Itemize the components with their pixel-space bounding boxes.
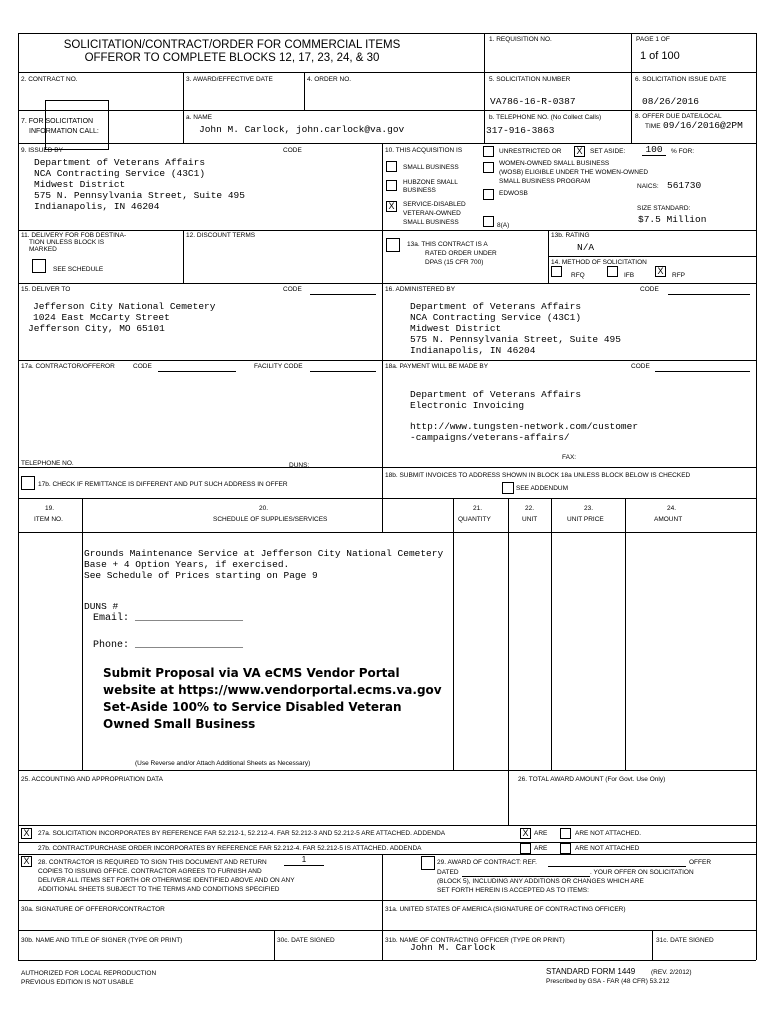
c27a-not-label: ARE NOT ATTACHED. [575,830,642,837]
set-aside-checkbox[interactable]: X [574,146,585,157]
accounting-label: 25. ACCOUNTING AND APPROPRIATION DATA [21,776,163,783]
see-addendum-checkbox[interactable] [502,482,514,494]
remittance-checkbox[interactable] [21,476,35,490]
solicitation-no-label: 5. SOLICITATION NUMBER [489,76,571,83]
telephone-label: TELEPHONE NO. [21,460,74,467]
col-item-no: 19. [45,505,55,512]
c27a-checkbox[interactable]: X [21,828,32,839]
col-item-no-label: ITEM NO. [34,516,63,523]
method-label: 14. METHOD OF SOLICITATION [551,259,647,266]
rated-order-label-2: RATED ORDER UNDER [425,250,497,257]
wosb-checkbox[interactable] [483,162,494,173]
c27a-are-checkbox[interactable]: X [520,828,531,839]
small-business-label: SMALL BUSINESS [403,164,459,171]
contact-name: John M. Carlock, john.carlock@va.gov [199,124,405,135]
c27b-not-label: ARE NOT ATTACHED [575,845,640,852]
deliver-to-line: 1024 East McCarty Street [33,312,170,323]
administered-by-label: 16. ADMINISTERED BY [385,286,456,293]
email-entry[interactable]: Email: __________________ [93,613,244,624]
rating-value: N/A [577,242,595,253]
footer-prescribed: Prescribed by GSA - FAR (48 CFR) 53.212 [546,978,670,985]
see-addendum-label: SEE ADDENDUM [516,485,569,492]
see-schedule-label: SEE SCHEDULE [53,266,104,273]
issued-by-line: Midwest District [34,179,126,190]
proposal-instruction-line: Submit Proposal via VA eCMS Vendor Portal [103,666,400,680]
schedule-desc-line: Base + 4 Option Years, if exercised. [84,559,290,570]
award-date-label: 3. AWARD/EFFECTIVE DATE [186,76,273,83]
administered-line: 575 N. Pennsylvania Street, Suite 495 [410,334,621,345]
offer-due-label: 8. OFFER DUE DATE/LOCAL [635,113,722,120]
payment-line: Electronic Invoicing [410,400,525,411]
remittance-label: 17b. CHECK IF REMITTANCE IS DIFFERENT AND PUT SUCH ADDRESS IN OFFER [38,481,288,488]
reverse-note: (Use Reverse and/or Attach Additional Sheets as Necessary) [135,760,311,767]
contract-no-label: 2. CONTRACT NO. [21,76,78,83]
signer-name-label: 30b. NAME AND TITLE OF SIGNER (TYPE OR PRINT) [21,937,183,944]
facility-code-label: FACILITY CODE [254,363,303,370]
issued-by-code-label: CODE [283,147,302,154]
contractor-code-label: CODE [133,363,152,370]
ifb-checkbox[interactable] [607,266,618,277]
naics-label: NAICS: [637,183,659,190]
c29-offer: OFFER [689,859,712,866]
requisition-no-label: 1. REQUISITION NO. [489,36,552,43]
sdvosb-checkbox[interactable]: X [386,201,397,212]
form-subtitle: OFFEROR TO COMPLETE BLOCKS 12, 17, 23, 24, & 30 [84,52,380,64]
wosb-label-2: (WOSB) ELIGIBLE UNDER THE WOMEN-OWNED [499,169,649,176]
unrestricted-checkbox[interactable] [483,146,494,157]
set-aside-label: SET ASIDE: [590,148,626,155]
submit-invoices-label: 18b. SUBMIT INVOICES TO ADDRESS SHOWN IN BLOCK 18a UNLESS BLOCK BELOW IS CHECKED [385,472,691,479]
naics-value: 561730 [667,180,702,191]
sdvosb-label: SERVICE-DISABLED [403,201,466,208]
c29-label-3: (BLOCK 5), INCLUDING ANY ADDITIONS OR CHANGES WHICH ARE [437,878,644,885]
issued-by-label: 9. ISSUED BY [21,147,63,154]
edwosb-checkbox[interactable] [483,189,494,200]
for-info-label: 7. FOR SOLICITATION [21,118,94,125]
ifb-label: IFB [624,272,635,279]
schedule-desc-line: Grounds Maintenance Service at Jefferson City National Cemetery [84,548,444,559]
size-standard-value: $7.5 Million [638,214,707,225]
officer-name: John M. Carlock [410,942,496,953]
page-label: PAGE 1 OF [636,36,670,43]
administered-line: Midwest District [410,323,502,334]
acquisition-label: 10. THIS ACQUISITION IS [385,147,463,154]
col-amount-label: AMOUNT [654,516,683,523]
deliver-to-line: Jefferson City, MO 65101 [28,323,165,334]
rating-label: 13b. RATING [551,232,590,239]
deliver-to-line: Jefferson City National Cemetery [33,301,216,312]
col-unit-no: 22. [525,505,535,512]
discount-terms-label: 12. DISCOUNT TERMS [186,232,256,239]
phone-entry[interactable]: Phone: __________________ [93,640,244,651]
payment-label: 18a. PAYMENT WILL BE MADE BY [385,363,489,370]
name-label: a. NAME [186,114,213,121]
col-quantity-label: QUANTITY [458,516,491,523]
c27a-are-label: ARE [534,830,548,837]
solicitation-no: VA786-16-R-0387 [490,96,576,107]
rated-order-label-3: DPAS (15 CFR 700) [425,259,484,266]
fax-label: FAX: [562,454,577,461]
c28-checkbox[interactable]: X [21,856,32,867]
total-award-label: 26. TOTAL AWARD AMOUNT (For Govt. Use Only) [518,776,666,783]
rated-order-label: 13a. THIS CONTRACT IS A [407,241,488,248]
c27a-not-checkbox[interactable] [560,828,571,839]
payment-code-label: CODE [631,363,650,370]
col-unit-price-label: UNIT PRICE [567,516,604,523]
footer-form: STANDARD FORM 1449 [546,967,636,976]
c29-dated: DATED [437,869,459,876]
col-quantity-no: 21. [473,505,483,512]
eight-a-checkbox[interactable] [483,216,494,227]
c27b-not-checkbox[interactable] [560,843,571,854]
c27b-are-label: ARE [534,845,548,852]
c29-checkbox[interactable] [421,856,435,870]
phone-value: 317-916-3863 [486,125,555,136]
rfp-checkbox[interactable]: X [655,266,666,277]
c28-label: 28. CONTRACTOR IS REQUIRED TO SIGN THIS DOCUMENT AND RETURN [38,859,267,866]
c27b-are-checkbox[interactable] [520,843,531,854]
issued-by-line: NCA Contracting Service (43C1) [34,168,206,179]
delivery-label-3: MARKED [29,246,57,253]
officer-name-label: 31b. NAME OF CONTRACTING OFFICER (TYPE OR PRINT) [385,937,565,944]
size-standard-label: SIZE STANDARD: [637,205,691,212]
rfp-label: RFP [672,272,685,279]
c29-your-offer: . YOUR OFFER ON SOLICITATION [590,869,694,876]
duns-label: DUNS: [289,462,310,469]
invoice-url-line[interactable]: http://www.tungsten-network.com/customer [410,421,639,432]
c28-copies: 1 [284,855,324,866]
signer-date-label: 30c. DATE SIGNED [277,937,335,944]
schedule-desc-line: See Schedule of Prices starting on Page 9 [84,570,318,581]
offer-due-value: 09/16/2016@2PM [663,120,743,131]
c27b-label: 27b. CONTRACT/PURCHASE ORDER INCORPORATES BY REFERENCE FAR 52.212-4. FAR 52.212-5 IS ATTACHED. ADDENDA [38,845,422,852]
deliver-to-label: 15. DELIVER TO [21,286,71,293]
footer-rev: (REV. 2/2012) [651,969,692,976]
col-unit-price-no: 23. [584,505,594,512]
deliver-to-code-label: CODE [283,286,302,293]
issued-by-line: Indianapolis, IN 46204 [34,201,160,212]
sdvosb-label-2: VETERAN-OWNED [403,210,461,217]
col-unit-label: UNIT [522,516,538,523]
c29-label: 29. AWARD OF CONTRACT: REF. [437,859,537,866]
eight-a-label: 8(A) [497,222,510,229]
administered-code-label: CODE [640,286,659,293]
administered-line: Indianapolis, IN 46204 [410,345,536,356]
form-title: SOLICITATION/CONTRACT/ORDER FOR COMMERCIAL ITEMS [63,39,401,51]
time-label: TIME [645,123,661,130]
page-value: 1 of 100 [640,50,680,62]
delivery-label-2: TION UNLESS BLOCK IS [29,239,105,246]
rfq-checkbox[interactable] [551,266,562,277]
c28-label-3: DELIVER ALL ITEMS SET FORTH OR OTHERWISE IDENTIFIED ABOVE AND ON ANY [38,877,295,884]
hubzone-label: HUBZONE SMALL [403,179,458,186]
administered-line: NCA Contracting Service (43C1) [410,312,582,323]
for-info-label-2: INFORMATION CALL: [29,128,99,135]
signature-officer-label: 31a. UNITED STATES OF AMERICA (SIGNATURE OF CONTRACTING OFFICER) [385,906,626,913]
proposal-instruction-line: Set-Aside 100% to Service Disabled Veteran [103,700,402,714]
rated-order-checkbox[interactable] [386,238,400,252]
issued-by-line: Department of Veterans Affairs [34,157,206,168]
footer-auth: AUTHORIZED FOR LOCAL REPRODUCTION [21,970,157,977]
invoice-url-line[interactable]: -campaigns/veterans-affairs/ [410,432,570,443]
contractor-label: 17a. CONTRACTOR/OFFEROR [21,363,115,370]
pct-for-label: % FOR: [671,148,695,155]
wosb-label-3: SMALL BUSINESS PROGRAM [499,178,591,185]
see-schedule-checkbox[interactable] [32,259,46,273]
c29-label-4: SET FORTH HEREIN IS ACCEPTED AS TO ITEMS: [437,887,589,894]
sdvosb-label-3: SMALL BUSINESS [403,219,459,226]
col-amount-no: 24. [667,505,677,512]
officer-date-label: 31c. DATE SIGNED [656,937,714,944]
issued-by-line: 575 N. Pennsylvania Street, Suite 495 [34,190,245,201]
order-no-label: 4. ORDER NO. [307,76,352,83]
col-schedule-no: 20. [259,505,269,512]
proposal-instruction-line: website at https://www.vendorportal.ecms.va.gov [103,683,442,697]
issue-date-label: 6. SOLICITATION ISSUE DATE [635,76,727,83]
set-aside-pct: 100 [642,144,666,156]
duns-entry: DUNS # [84,601,119,612]
issue-date: 08/26/2016 [642,96,700,107]
payment-line: Department of Veterans Affairs [410,389,582,400]
c28-label-2: COPIES TO ISSUING OFFICE. CONTRACTOR AGREES TO FURNISH AND [38,868,262,875]
rfq-label: RFQ [571,272,585,279]
phone-label: b. TELEPHONE NO. (No Collect Calls) [489,114,602,121]
delivery-label: 11. DELIVERY FOR FOB DESTINA- [21,232,127,239]
hubzone-checkbox[interactable] [386,180,397,191]
unrestricted-label: UNRESTRICTED OR [499,148,562,155]
footer-prev: PREVIOUS EDITION IS NOT USABLE [21,979,134,986]
signature-offeror-label: 30a. SIGNATURE OF OFFEROR/CONTRACTOR [21,906,165,913]
c27a-label: 27a. SOLICITATION INCORPORATES BY REFERENCE FAR 52.212-1, 52.212-4. FAR 52.212-3 AND 52.212-5 ARE ATTACHED. ADDENDA [38,830,446,837]
proposal-instruction-line: Owned Small Business [103,717,256,731]
wosb-label: WOMEN-OWNED SMALL BUSINESS [499,160,610,167]
administered-line: Department of Veterans Affairs [410,301,582,312]
edwosb-label: EDWOSB [499,190,528,197]
col-schedule-label: SCHEDULE OF SUPPLIES/SERVICES [213,516,328,523]
hubzone-label-2: BUSINESS [403,187,436,194]
c28-label-4: ADDITIONAL SHEETS SUBJECT TO THE TERMS AND CONDITIONS SPECIFIED [38,886,280,893]
small-business-checkbox[interactable] [386,161,397,172]
